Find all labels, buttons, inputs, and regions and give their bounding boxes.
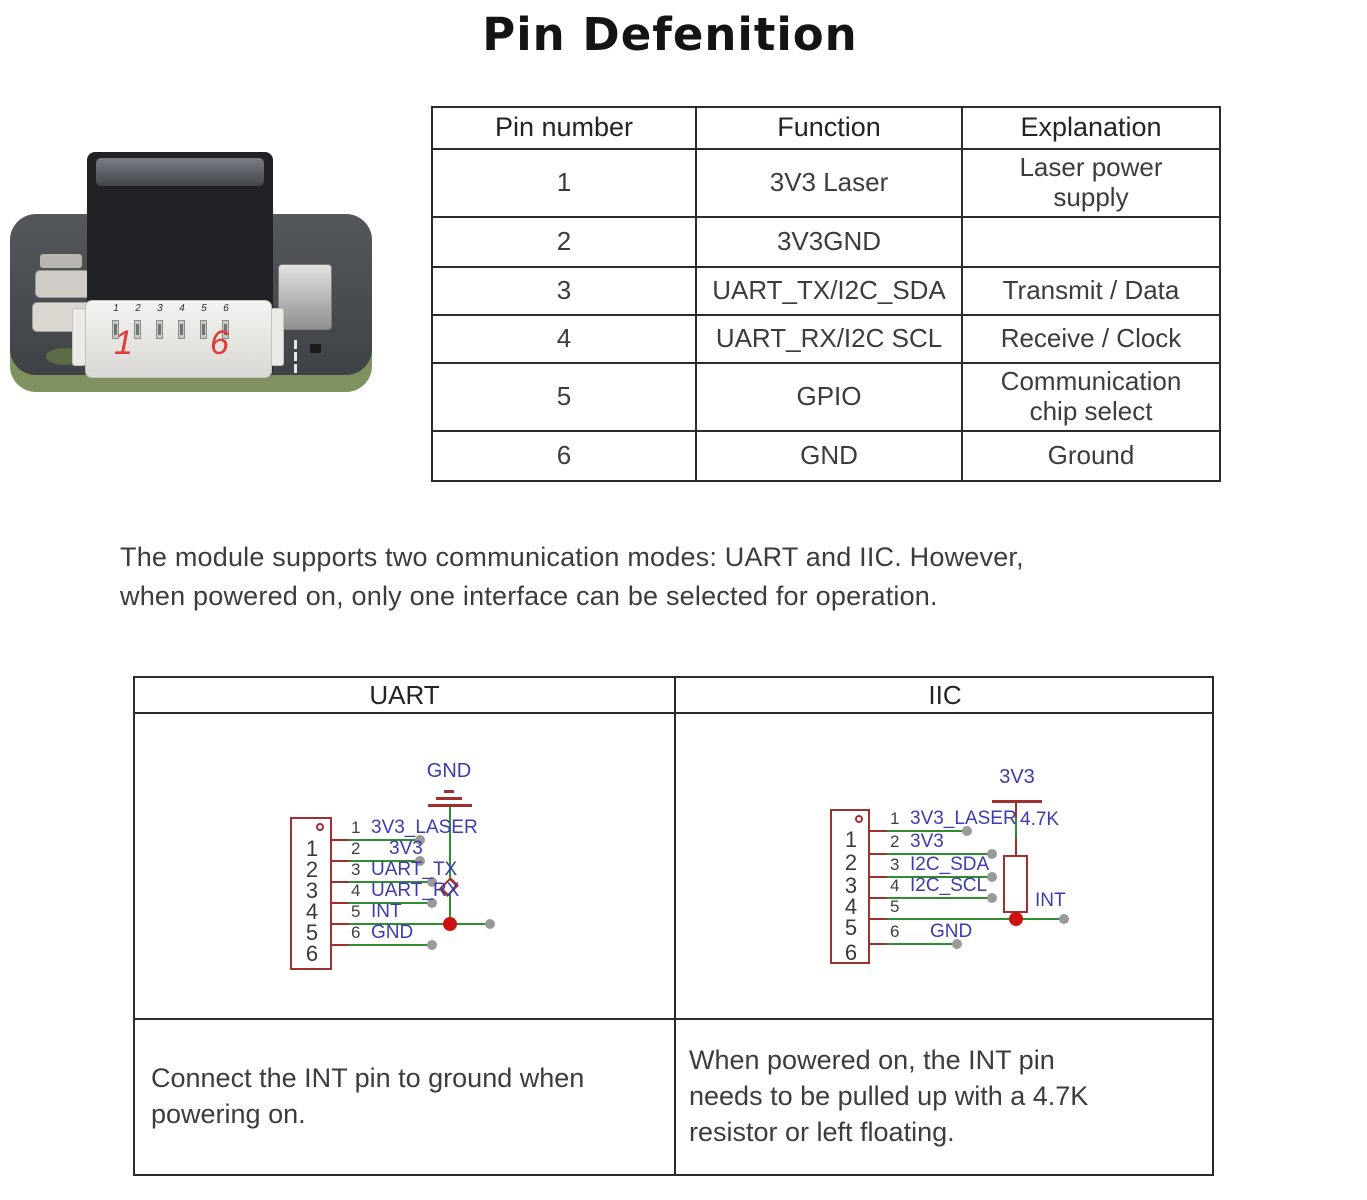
- photo-pin-number: 2: [134, 303, 142, 314]
- photo-pin1-red-label: 1: [114, 324, 133, 362]
- connector-slot: [156, 320, 163, 339]
- pin-number: 6: [890, 922, 900, 941]
- column-header-explanation: Explanation: [961, 108, 1219, 148]
- pin-stub: [870, 897, 887, 899]
- pin-wire: [887, 897, 992, 899]
- photo-pin-number: 1: [112, 303, 120, 314]
- pin-number: 3: [351, 860, 361, 879]
- sensor-lens-top: [96, 158, 264, 186]
- connector-pin-number: 1: [305, 836, 319, 861]
- function-cell: 3V3 Laser: [695, 148, 961, 216]
- photo-pin-number: 5: [200, 303, 208, 314]
- pin-wire: [887, 943, 957, 945]
- uart-note: [135, 1020, 674, 1174]
- connector-pin-number: 5: [844, 915, 858, 940]
- explanation-cell: Receive / Clock: [961, 314, 1219, 362]
- connector-slot: [200, 320, 207, 339]
- pullup-resistor: [1003, 855, 1028, 913]
- connector-pin-number: 6: [305, 941, 319, 966]
- iic-note: [676, 1020, 1214, 1174]
- wire-endpoint: [485, 919, 495, 929]
- iic-header: IIC: [928, 679, 962, 710]
- ground-symbol: [436, 797, 462, 800]
- net-label: UART_RX: [371, 880, 460, 901]
- photo-pin-number: 4: [178, 303, 186, 314]
- connector-latch-right: [270, 308, 284, 366]
- smd-chip: [310, 344, 321, 353]
- pin-stub: [332, 923, 349, 925]
- net-label: 3V3_LASER: [910, 808, 1017, 829]
- explanation-cell: Transmit / Data: [961, 266, 1219, 314]
- net-label: 3V3: [389, 838, 423, 859]
- shielded-component: [278, 264, 332, 330]
- paragraph-line: The module supports two communication modes: UART and IIC. However,: [120, 542, 1024, 572]
- ground-symbol: [444, 790, 454, 793]
- pin-number: 1: [890, 809, 900, 828]
- pin-number: 3: [890, 855, 900, 874]
- photo-pin-number: 3: [156, 303, 164, 314]
- function-cell: GPIO: [695, 362, 961, 430]
- paragraph-line: when powered on, only one interface can be selected for operation.: [120, 580, 938, 611]
- connector-slot: [134, 320, 141, 339]
- explanation-cell: Ground: [961, 430, 1219, 480]
- connector-pin-number: 4: [305, 899, 319, 924]
- connector-pin-number: 3: [305, 878, 319, 903]
- function-cell: 3V3GND: [695, 216, 961, 266]
- uart-schematic: [135, 714, 674, 1018]
- wire-endpoint: [987, 893, 997, 903]
- pin-stub: [332, 881, 349, 883]
- net-label: I2C_SCL: [910, 875, 988, 896]
- silkscreen-mark: [294, 340, 297, 349]
- note-line: resistor or left floating.: [689, 1116, 955, 1147]
- pin-number: 5: [890, 897, 900, 916]
- net-label: 3V3_LASER: [371, 817, 478, 838]
- pin-number: 2: [351, 839, 361, 858]
- uart-header: UART: [369, 679, 440, 710]
- junction-dot: [1009, 912, 1023, 926]
- net-label: UART_TX: [371, 859, 458, 880]
- connector-pin-number: 2: [844, 850, 858, 875]
- pin-number-cell: 3: [433, 266, 695, 314]
- pin-number: 4: [351, 881, 361, 900]
- connector-pin-number: 4: [844, 894, 858, 919]
- gnd-power-label: GND: [426, 760, 472, 782]
- pin-number: 4: [890, 876, 900, 895]
- photo-pin6-red-label: 6: [210, 324, 229, 362]
- note-line: Connect the INT pin to ground when: [151, 1063, 585, 1094]
- pin-number: 1: [351, 818, 361, 837]
- pin-stub: [870, 918, 887, 920]
- int-net-label: INT: [1035, 890, 1066, 911]
- photo-pin-number: 6: [222, 303, 230, 314]
- pin-stub: [870, 830, 887, 832]
- silkscreen-mark: [294, 352, 297, 361]
- pin-number: 6: [351, 923, 361, 942]
- capacitor: [35, 270, 95, 298]
- page-title: Pin Defenition: [482, 8, 858, 61]
- silkscreen-mark: [294, 364, 297, 373]
- communication-modes-table: [133, 676, 1214, 1176]
- power-bar: [992, 800, 1042, 803]
- pin-stub: [332, 902, 349, 904]
- product-photo: [10, 62, 375, 407]
- pin-number-cell: 4: [433, 314, 695, 362]
- capacitor-small: [40, 254, 82, 268]
- connector-pin-number: 1: [844, 827, 858, 852]
- explanation-cell: [961, 216, 1219, 266]
- connector-pin-number: 3: [844, 873, 858, 898]
- junction-dot: [443, 917, 457, 931]
- explanation-cell: Communication chip select: [961, 362, 1219, 430]
- function-cell: GND: [695, 430, 961, 480]
- pin-stub: [332, 860, 349, 862]
- pin-number-cell: 6: [433, 430, 695, 480]
- iic-schematic: [676, 714, 1214, 1018]
- pin-number-cell: 5: [433, 362, 695, 430]
- pin-wire: [887, 918, 1064, 920]
- pin-stub: [870, 876, 887, 878]
- pin-number: 2: [890, 832, 900, 851]
- pin-number-cell: 2: [433, 216, 695, 266]
- note-line: powering on.: [151, 1099, 306, 1129]
- pin-stub: [332, 944, 349, 946]
- net-label: INT: [371, 901, 402, 922]
- column-header-function: Function: [695, 108, 961, 148]
- wire-endpoint: [427, 940, 437, 950]
- connector-slot: [178, 320, 185, 339]
- function-cell: UART_RX/I2C SCL: [695, 314, 961, 362]
- pin-stub: [870, 943, 887, 945]
- net-label: GND: [930, 921, 973, 942]
- function-cell: UART_TX/I2C_SDA: [695, 266, 961, 314]
- pin-stub: [332, 839, 349, 841]
- pin1-marker: [855, 815, 863, 823]
- resistor-value-label: 4.7K: [1020, 809, 1060, 830]
- 3v3-power-label: 3V3: [999, 766, 1035, 788]
- note-line: When powered on, the INT pin: [689, 1045, 1055, 1076]
- connector-pin-number: 5: [305, 920, 319, 945]
- connector-latch-left: [72, 308, 86, 366]
- pin-wire: [349, 944, 432, 946]
- net-label: 3V3: [910, 831, 944, 852]
- explanation-cell: Laser power supply: [961, 148, 1219, 216]
- pin-number: 5: [351, 902, 361, 921]
- net-label: I2C_SDA: [910, 854, 990, 875]
- note-line: needs to be pulled up with a 4.7K: [689, 1081, 1089, 1112]
- pin-definition-table: [431, 106, 1221, 482]
- intro-paragraph: [120, 538, 1240, 615]
- column-header-pin-number: Pin number: [494, 112, 634, 143]
- connector-pin-number: 2: [305, 857, 319, 882]
- pin1-marker: [316, 823, 324, 831]
- connector-pin-number: 6: [844, 940, 858, 965]
- wire-endpoint: [1059, 914, 1069, 924]
- net-label: GND: [371, 922, 414, 943]
- pin-number-cell: 1: [433, 148, 695, 216]
- pin-stub: [870, 853, 887, 855]
